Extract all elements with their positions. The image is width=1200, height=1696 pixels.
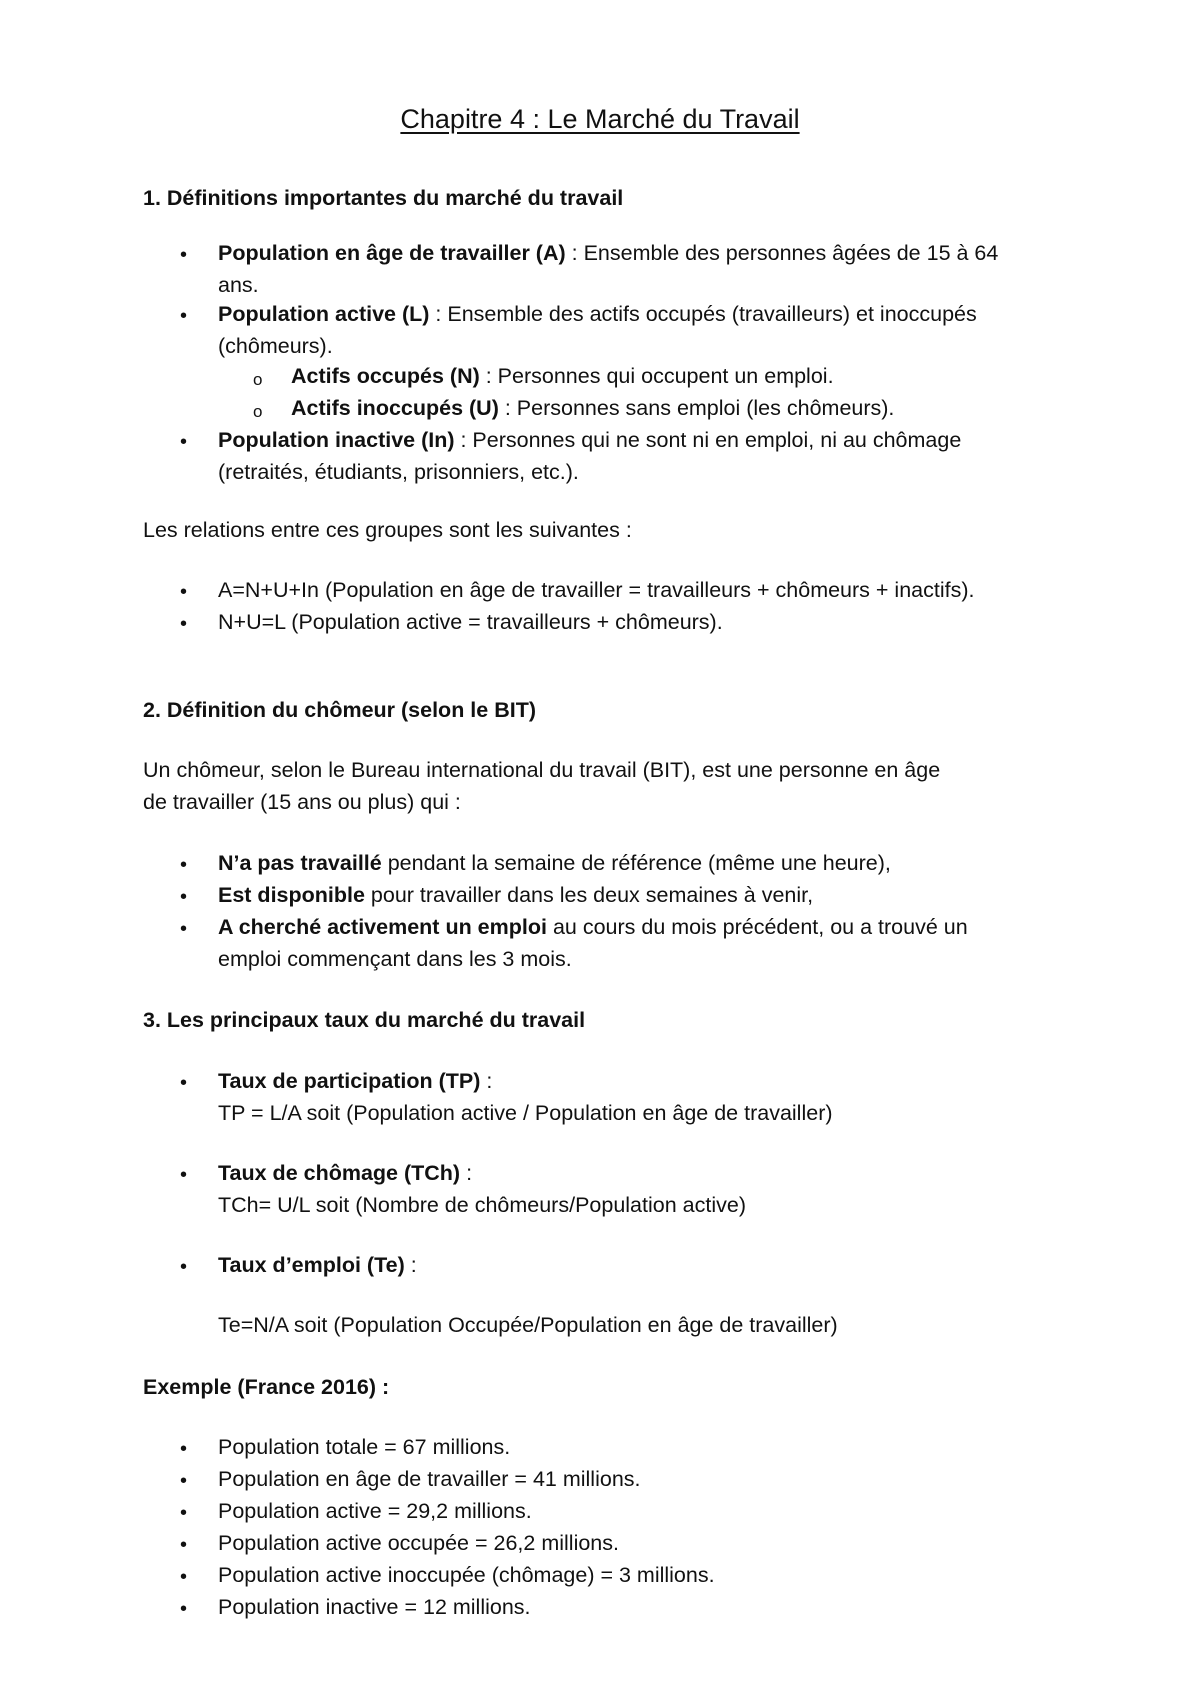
item-continuation: ans.	[218, 273, 259, 297]
rate-term: Taux d’emploi (Te)	[218, 1253, 405, 1277]
item-term: A cherché activement un emploi	[218, 915, 547, 939]
section-3-heading: 3. Les principaux taux du marché du travail	[143, 1008, 586, 1032]
rate-term: Taux de chômage (TCh)	[218, 1161, 461, 1185]
item-text: : Personnes qui ne sont ni en emploi, ni au chômage	[454, 428, 962, 452]
definition-text: de travailler (15 ans ou plus) qui :	[143, 790, 461, 814]
item-text: au cours du mois précédent, ou a trouvé un	[546, 915, 968, 939]
bullet: •	[180, 431, 188, 453]
example-item: Population active occupée = 26,2 millions.	[218, 1531, 619, 1555]
definition-text: Un chômeur, selon le Bureau international du travail (BIT), est une personne en âge	[143, 758, 941, 782]
rate-formula: TP = L/A soit (Population active / Population en âge de travailler)	[218, 1101, 833, 1125]
bullet: •	[180, 854, 188, 876]
item-continuation: emploi commençant dans les 3 mois.	[218, 947, 572, 971]
item-term: Est disponible	[218, 883, 365, 907]
bullet: •	[180, 1256, 188, 1278]
list-item	[218, 430, 961, 452]
item-text: pour travailler dans les deux semaines à venir,	[364, 883, 814, 907]
item-text: pendant la semaine de référence (même une heure),	[381, 851, 891, 875]
section-1-heading: 1. Définitions importantes du marché du travail	[143, 186, 624, 210]
item-continuation: (retraités, étudiants, prisonniers, etc.).	[218, 460, 579, 484]
item-text: : Personnes qui occupent un emploi.	[479, 364, 834, 388]
bullet: •	[180, 244, 188, 266]
bullet: •	[180, 1534, 188, 1556]
bullet: •	[180, 1072, 188, 1094]
example-heading: Exemple (France 2016) :	[143, 1375, 390, 1399]
relations-intro: Les relations entre ces groupes sont les suivantes :	[143, 518, 632, 542]
bullet: •	[180, 1164, 188, 1186]
bullet: •	[180, 581, 188, 603]
item-term: Population inactive (In)	[218, 428, 455, 452]
list-item	[218, 243, 998, 265]
sub-list-item	[291, 366, 834, 388]
relation-item: A=N+U+In (Population en âge de travailler = travailleurs + chômeurs + inactifs).	[218, 578, 975, 602]
item-term: Population active (L)	[218, 302, 430, 326]
rate-formula: Te=N/A soit (Population Occupée/Population en âge de travailler)	[218, 1313, 838, 1337]
rate-item	[218, 1163, 472, 1185]
example-item: Population active inoccupée (chômage) = 3 millions.	[218, 1563, 715, 1587]
example-item: Population en âge de travailler = 41 millions.	[218, 1467, 641, 1491]
sub-list-item	[291, 398, 894, 420]
rate-suffix: :	[460, 1161, 473, 1185]
item-text: : Ensemble des actifs occupés (travailleurs) et inoccupés	[429, 302, 977, 326]
list-item	[218, 304, 977, 326]
item-text: : Ensemble des personnes âgées de 15 à 64	[565, 241, 999, 265]
sub-bullet: o	[253, 402, 263, 421]
section-2-heading: 2. Définition du chômeur (selon le BIT)	[143, 698, 536, 722]
item-term: Actifs occupés (N)	[291, 364, 480, 388]
example-item: Population active = 29,2 millions.	[218, 1499, 532, 1523]
bullet: •	[180, 1470, 188, 1492]
bullet: •	[180, 918, 188, 940]
list-item	[218, 917, 968, 939]
bullet: •	[180, 1566, 188, 1588]
bullet: •	[180, 305, 188, 327]
example-item: Population inactive = 12 millions.	[218, 1595, 531, 1619]
relation-item: N+U=L (Population active = travailleurs + chômeurs).	[218, 610, 723, 634]
rate-suffix: :	[404, 1253, 417, 1277]
list-item	[218, 853, 891, 875]
sub-bullet: o	[253, 370, 263, 389]
example-item: Population totale = 67 millions.	[218, 1435, 511, 1459]
rate-term: Taux de participation (TP)	[218, 1069, 481, 1093]
item-text: : Personnes sans emploi (les chômeurs).	[498, 396, 895, 420]
item-continuation: (chômeurs).	[218, 334, 333, 358]
bullet: •	[180, 1502, 188, 1524]
bullet: •	[180, 613, 188, 635]
bullet: •	[180, 1438, 188, 1460]
page-title: Chapitre 4 : Le Marché du Travail	[400, 104, 800, 134]
bullet: •	[180, 886, 188, 908]
rate-suffix: :	[480, 1069, 493, 1093]
item-term: Population en âge de travailler (A)	[218, 241, 566, 265]
item-term: N’a pas travaillé	[218, 851, 382, 875]
rate-item	[218, 1071, 492, 1093]
list-item	[218, 885, 813, 907]
rate-item	[218, 1255, 417, 1277]
bullet: •	[180, 1598, 188, 1620]
item-term: Actifs inoccupés (U)	[291, 396, 499, 420]
rate-formula: TCh= U/L soit (Nombre de chômeurs/Population active)	[218, 1193, 746, 1217]
